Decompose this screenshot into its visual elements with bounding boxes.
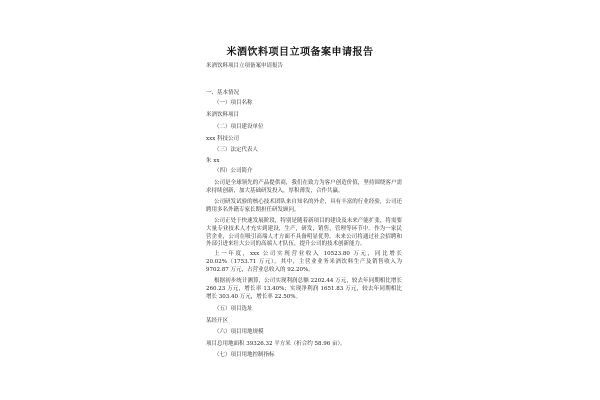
item-heading-company-intro: （四）公司简介 (214, 168, 253, 174)
item-value-legal-rep: 朱 xx (206, 158, 220, 164)
item-heading-land-indicators: （七）项目用地控制指标 (214, 352, 275, 358)
document-title: 米酒饮料项目立项备案申请报告 (226, 47, 374, 58)
paragraph-revenue: 上一年度，xxx 公司实现营业收入 10523.80 万元，同比增长 20.02%（1753.71 万元）。其中，主营业业务米酒饮料生产及销售收入为 9702.87 万元，占营业总收入的 92.20%。 (206, 251, 402, 273)
paragraph-company-intro-1: 公司是全球领先的产品提供商，我们在致力为客户创造价值，坚持围绕客户需求持续创新，加大基础研发投入，厚积薄发，合作共赢。 (206, 180, 402, 194)
paragraph-profit: 根据初步统计测算，公司实现利润总额 2202.44 万元，较去年同期相比增长 260.23 万元，增长率 13.40%；实现净利润 1651.83 万元，较去年同期相比增长 303.40 万元，增长率 22.50%。 (206, 278, 402, 300)
document-subtitle: 米酒饮料项目立项备案申请报告 (206, 63, 284, 69)
item-value-land-scale: 项目总用地面积 39326.32 平方米（折合约 58.96 亩）。 (206, 341, 346, 347)
paragraph-company-intro-3: 公司正处于快速发展阶段，特别是随着新项目的建设及未来产能扩张，将需要大量专业技术人才充实到建设，生产，研发，销售，管理等环节中。作为一家民营企业，公司在吸引高端人才方面不具备明显优势。未来公司将通过社会招聘和外部引进来壮大公司的高端人才队伍，提升公司的技术创新能力。 (206, 218, 402, 248)
item-value-project-name: 米酒饮料项目 (206, 112, 240, 118)
item-heading-location: （五）项目选址 (214, 306, 253, 312)
section-heading-basic-info: 一、基本情况 (206, 90, 240, 96)
item-value-location: 某经开区 (206, 318, 229, 324)
item-heading-project-name: （一）项目名称 (214, 100, 253, 106)
paragraph-company-intro-2: 公司研发试验的核心技术团队来自知名的外企，具有丰富的行业经验，公司还聘用多名外籍专家长期担任研发顾问。 (206, 199, 402, 213)
item-heading-land-scale: （六）项目用地规模 (214, 329, 264, 335)
item-heading-legal-rep: （三）法定代表人 (214, 147, 259, 153)
item-heading-construction-unit: （二）项目建设单位 (214, 124, 264, 130)
item-value-construction-unit: xxx 科技公司 (206, 136, 240, 142)
